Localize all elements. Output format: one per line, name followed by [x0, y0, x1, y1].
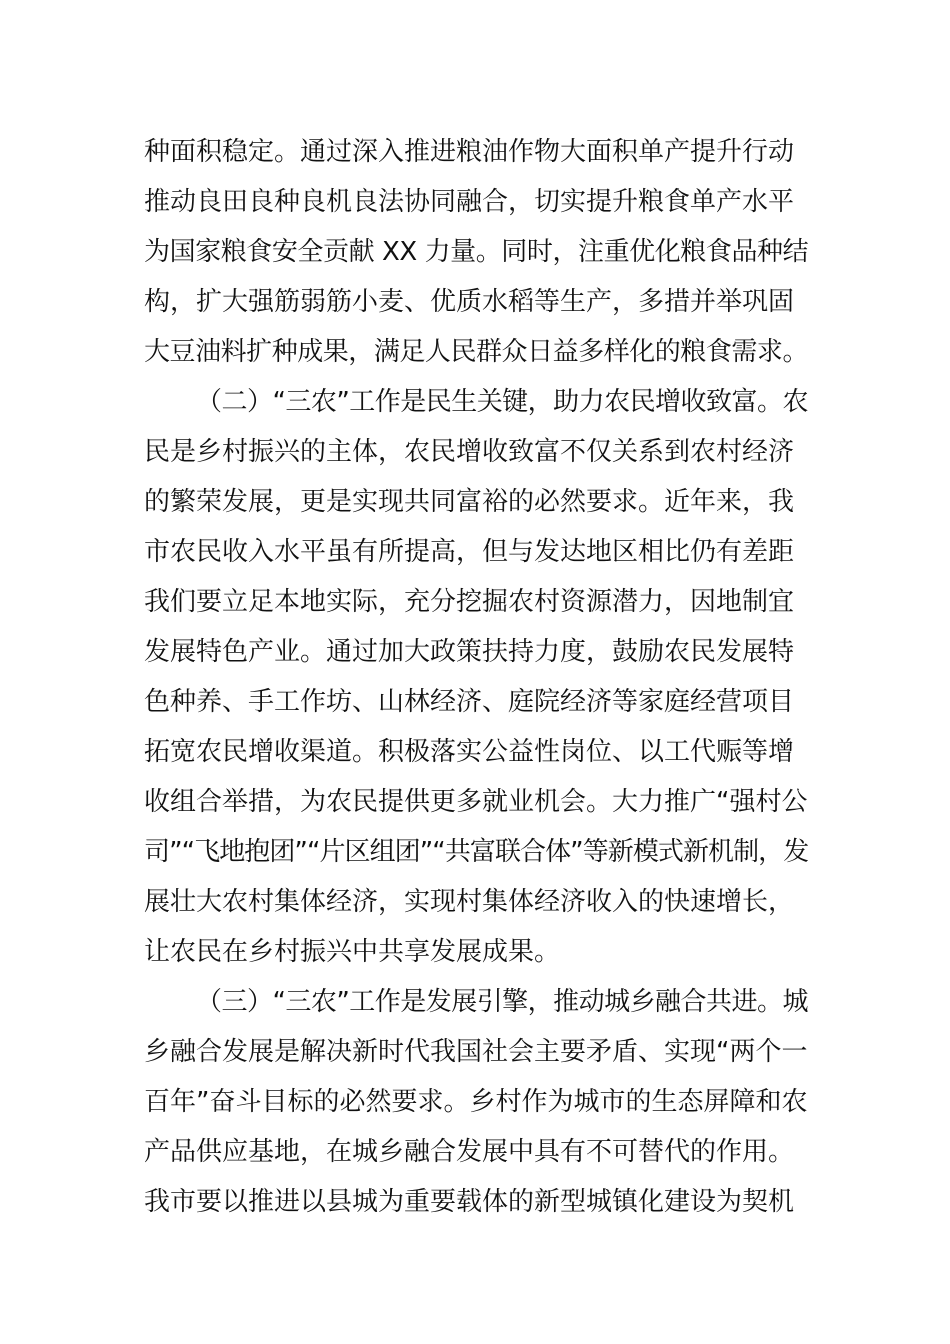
- text-line: 司”“飞地抱团”“片区组团”“共富联合体”等新模式新机制，发: [144, 837, 808, 867]
- text-line: 我们要立足本地实际，充分挖掘农村资源潜力，因地制宜: [144, 587, 795, 617]
- text-line: 产品供应基地，在城乡融合发展中具有不可替代的作用。: [144, 1137, 795, 1167]
- text-line: 百年”奋斗目标的必然要求。乡村作为城市的生态屏障和农: [144, 1087, 808, 1117]
- text-line: （二）“三农”工作是民生关键，助力农民增收致富。农: [196, 387, 808, 417]
- text-line: （三）“三农”工作是发展引擎，推动城乡融合共进。城: [196, 987, 808, 1017]
- text-line: 构，扩大强筋弱筋小麦、优质水稻等生产，多措并举巩固: [144, 287, 795, 317]
- text-line: 的繁荣发展，更是实现共同富裕的必然要求。近年来，我: [144, 487, 795, 517]
- text-line: 为国家粮食安全贡献 XX 力量。同时，注重优化粮食品种结: [144, 237, 808, 267]
- text-line: 推动良田良种良机良法协同融合，切实提升粮食单产水平: [144, 187, 795, 217]
- text-line: 拓宽农民增收渠道。积极落实公益性岗位、以工代赈等增: [144, 737, 795, 767]
- text-line: 我市要以推进以县城为重要载体的新型城镇化建设为契机: [144, 1187, 795, 1217]
- text-line: 乡融合发展是解决新时代我国社会主要矛盾、实现“两个一: [144, 1037, 808, 1067]
- text-line: 发展特色产业。通过加大政策扶持力度，鼓励农民发展特: [144, 637, 795, 667]
- text-line: 让农民在乡村振兴中共享发展成果。: [144, 937, 561, 967]
- text-line: 色种养、手工作坊、山林经济、庭院经济等家庭经营项目: [144, 687, 795, 717]
- text-line: 种面积稳定。通过深入推进粮油作物大面积单产提升行动: [144, 137, 795, 167]
- text-line: 展壮大农村集体经济，实现村集体经济收入的快速增长，: [144, 887, 795, 917]
- body-text: [144, 127, 808, 1227]
- text-line: 民是乡村振兴的主体，农民增收致富不仅关系到农村经济: [144, 437, 795, 467]
- text-line: 大豆油料扩种成果，满足人民群众日益多样化的粮食需求。: [144, 337, 808, 367]
- text-line: 市农民收入水平虽有所提高，但与发达地区相比仍有差距: [144, 537, 795, 567]
- text-line: 收组合举措，为农民提供更多就业机会。大力推广“强村公: [144, 787, 808, 817]
